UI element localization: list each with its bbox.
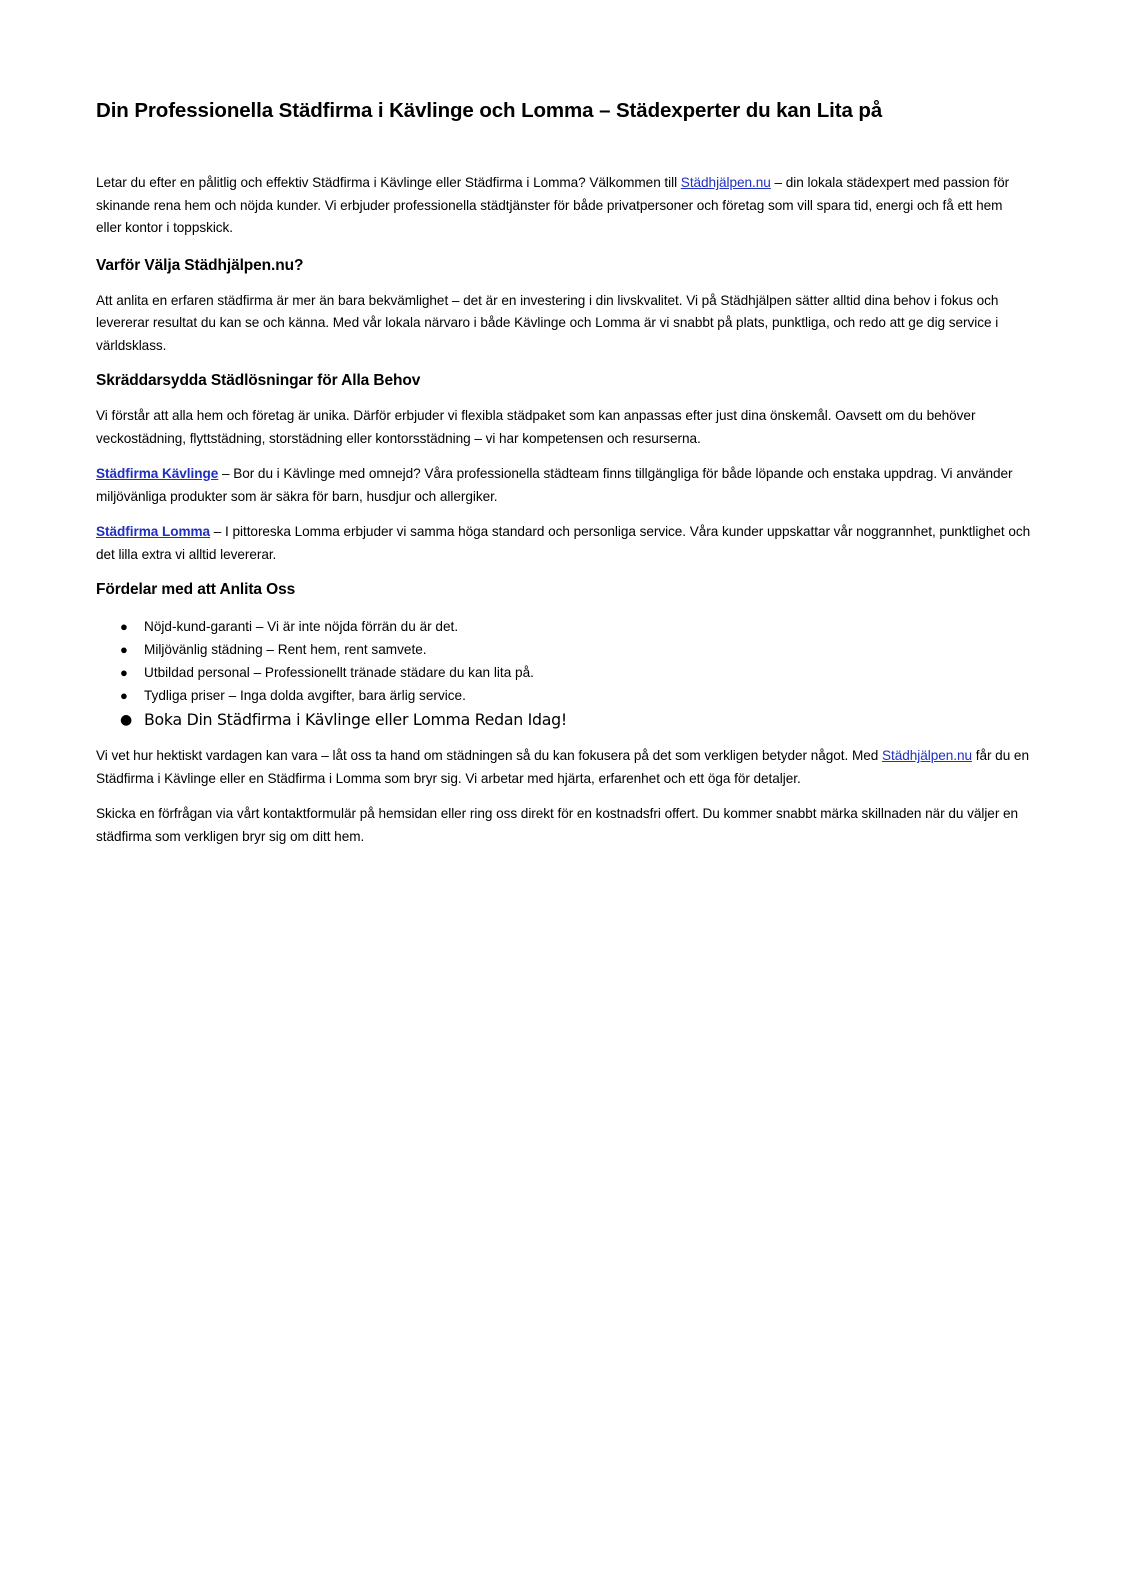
stadfirma-kavlinge-link[interactable]: Städfirma Kävlinge: [96, 466, 219, 481]
kavlinge-text: – Bor du i Kävlinge med omnejd? Våra professionella städteam finns tillgängliga för både löpande och enstaka uppdrag. Vi använder miljövänliga produkter som är säkra för barn, husdjur och allergiker.: [96, 466, 1013, 504]
intro-paragraph: [96, 172, 1031, 240]
list-item-text: Nöjd-kund-garanti – Vi är inte nöjda förrän du är det.: [144, 619, 459, 634]
list-item: [96, 707, 1031, 733]
list-item-text: Boka Din Städfirma i Kävlinge eller Lomma Redan Idag!: [144, 710, 567, 729]
why-paragraph: Att anlita en erfaren städfirma är mer än bara bekvämlighet – det är en investering i din livskvalitet. Vi på Städhjälpen sätter alltid dina behov i fokus och levererar resultat du kan se och känna. Med vår lokala närvaro i både Kävlinge och Lomma är vi snabbt på plats, punktliga, och redo att ge dig service i världsklass.: [96, 292, 999, 353]
closing-text-end: får du en Städfirma i Kävlinge eller en Städfirma i Lomma som bryr sig. Vi arbetar med hjärta, erfarenhet och ett öga för detaljer.: [96, 748, 1029, 786]
document-page: [96, 96, 1031, 848]
bullet-icon: ●: [120, 712, 132, 728]
tailored-paragraph: Vi förstår att alla hem och företag är unika. Därför erbjuder vi flexibla städpaket som kan anpassas efter just dina önskemål. Oavsett om du behöver veckostädning, flyttstädning, storstädning eller kontorsstädning – vi har kompetensen och resurserna.: [96, 408, 976, 446]
list-item-text: Miljövänlig städning – Rent hem, rent samvete.: [144, 642, 427, 657]
list-item: [96, 684, 1031, 707]
intro-text-end: – din lokala städexpert med passion för skinande rena hem och nöjda kunder. Vi erbjuder professionella städtjänster för både privatpersoner och företag som vill spara tid, energi och få ett hem eller kontor i toppskick.: [96, 175, 1010, 235]
bullet-icon: ●: [120, 619, 128, 634]
list-item: [96, 638, 1031, 661]
stadhjalpen-link[interactable]: Städhjälpen.nu: [680, 175, 771, 190]
list-item: [96, 615, 1031, 638]
contact-paragraph: Skicka en förfrågan via vårt kontaktformulär på hemsidan eller ring oss direkt för en kostnadsfri offert. Du kommer snabbt märka skillnaden när du väljer en städfirma som verkligen bryr sig om ditt hem.: [96, 806, 1019, 844]
intro-text-start: Letar du efter en pålitlig och effektiv Städfirma i Kävlinge eller Städfirma i Lomma? Välkommen till: [96, 175, 681, 190]
list-item-text: Tydliga priser – Inga dolda avgifter, bara ärlig service.: [144, 688, 466, 703]
advantages-list: [96, 615, 1031, 733]
stadhjalpen-link[interactable]: Städhjälpen.nu: [882, 748, 973, 763]
advantages-heading: Fördelar med att Anlita Oss: [96, 581, 296, 598]
why-heading: Varför Välja Städhjälpen.nu?: [96, 256, 304, 274]
lomma-text: – I pittoreska Lomma erbjuder vi samma höga standard och personliga service. Våra kunder uppskattar vår noggrannhet, punktlighet och det lilla extra vi alltid levererar.: [96, 524, 1031, 562]
closing-paragraph: [96, 745, 1031, 790]
page-title: Din Professionella Städfirma i Kävlinge och Lomma – Städexperter du kan Lita på: [96, 99, 883, 122]
kavlinge-paragraph: [96, 463, 1031, 508]
stadfirma-lomma-link[interactable]: Städfirma Lomma: [96, 524, 211, 539]
closing-text-start: Vi vet hur hektiskt vardagen kan vara – låt oss ta hand om städningen så du kan fokusera på det som verkligen betyder något. Med: [96, 748, 882, 763]
bullet-icon: ●: [120, 688, 128, 703]
list-item-text: Utbildad personal – Professionellt tränade städare du kan lita på.: [144, 665, 534, 680]
lomma-paragraph: [96, 521, 1031, 566]
bullet-icon: ●: [120, 642, 128, 657]
tailored-heading: Skräddarsydda Städlösningar för Alla Behov: [96, 372, 421, 389]
list-item: [96, 661, 1031, 684]
bullet-icon: ●: [120, 665, 128, 680]
